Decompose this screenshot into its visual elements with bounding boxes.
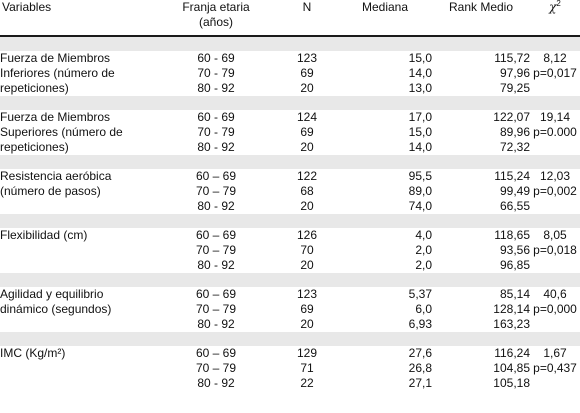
chi-square-value: 19,14	[530, 110, 580, 125]
header-median	[338, 0, 432, 36]
n-cell: 69	[276, 302, 338, 317]
header-n-label: N	[302, 0, 312, 14]
table-row	[0, 258, 580, 273]
n-cell: 124	[276, 110, 338, 125]
variable-label	[0, 199, 156, 214]
table-row	[0, 317, 580, 332]
chi-square-value: 40,6	[530, 287, 580, 302]
mean-rank-cell: 104,85	[432, 361, 530, 376]
median-cell: 4,0	[338, 228, 432, 243]
mean-rank-cell: 96,85	[432, 258, 530, 273]
table-row	[0, 110, 580, 125]
variable-label: Inferiores (número de	[0, 66, 156, 81]
chi-square-value: 12,03	[530, 169, 580, 184]
variable-label: (número de pasos)	[0, 184, 156, 199]
chi-square-exponent: 2	[556, 0, 561, 8]
age-band-cell: 60 - 69	[156, 110, 276, 125]
median-cell: 17,0	[338, 110, 432, 125]
median-cell: 15,0	[338, 51, 432, 66]
mean-rank-cell: 97,96	[432, 66, 530, 81]
mean-rank-cell: 116,24	[432, 346, 530, 361]
age-band-cell: 80 - 92	[156, 258, 276, 273]
table-row	[0, 184, 580, 199]
group-separator	[0, 214, 580, 228]
mean-rank-cell: 99,49	[432, 184, 530, 199]
table-body	[0, 36, 580, 391]
mean-rank-cell: 115,72	[432, 51, 530, 66]
chi-square-symbol: χ	[549, 0, 557, 14]
header-mean-rank-label: Rank Medio	[448, 0, 514, 14]
group-separator-cell	[0, 36, 580, 51]
group-separator	[0, 96, 580, 110]
age-band-cell: 80 - 92	[156, 376, 276, 391]
mean-rank-cell: 89,96	[432, 125, 530, 140]
header-variables-label: Variables	[2, 0, 52, 14]
chi-empty-cell	[530, 140, 580, 155]
median-cell: 27,1	[338, 376, 432, 391]
mean-rank-cell: 79,25	[432, 81, 530, 96]
table-row	[0, 81, 580, 96]
header-chi-square	[530, 0, 580, 36]
n-cell: 123	[276, 287, 338, 302]
age-band-cell: 80 - 92	[156, 140, 276, 155]
group-separator	[0, 155, 580, 169]
variable-label: Flexibilidad (cm)	[0, 228, 156, 243]
p-value: p=0,018	[530, 243, 580, 258]
median-cell: 89,0	[338, 184, 432, 199]
group-separator-cell	[0, 96, 580, 110]
mean-rank-cell: 66,55	[432, 199, 530, 214]
table-row	[0, 361, 580, 376]
table-row	[0, 125, 580, 140]
table-row	[0, 376, 580, 391]
chi-empty-cell	[530, 258, 580, 273]
group-separator	[0, 36, 580, 51]
median-cell: 13,0	[338, 81, 432, 96]
n-cell: 122	[276, 169, 338, 184]
age-band-cell: 60 - 69	[156, 51, 276, 66]
n-cell: 126	[276, 228, 338, 243]
table-row	[0, 302, 580, 317]
age-band-cell: 60 – 69	[156, 228, 276, 243]
mean-rank-cell: 122,07	[432, 110, 530, 125]
n-cell: 20	[276, 258, 338, 273]
age-band-cell: 60 – 69	[156, 287, 276, 302]
median-cell: 2,0	[338, 258, 432, 273]
chi-square-value: 1,67	[530, 346, 580, 361]
median-cell: 27,6	[338, 346, 432, 361]
variable-label: Fuerza de Miembros	[0, 51, 156, 66]
age-band-cell: 80 - 92	[156, 199, 276, 214]
chi-empty-cell	[530, 81, 580, 96]
p-value: p=0,002	[530, 184, 580, 199]
n-cell: 70	[276, 243, 338, 258]
variable-label: Agilidad y equilibrio	[0, 287, 156, 302]
variable-label: IMC (Kg/m²)	[0, 346, 156, 361]
variable-label	[0, 317, 156, 332]
variable-label: dinámico (segundos)	[0, 302, 156, 317]
table-row	[0, 199, 580, 214]
p-value: p=0,017	[530, 66, 580, 81]
table-row	[0, 228, 580, 243]
n-cell: 68	[276, 184, 338, 199]
n-cell: 129	[276, 346, 338, 361]
p-value: p=0.000	[530, 125, 580, 140]
n-cell: 22	[276, 376, 338, 391]
n-cell: 20	[276, 140, 338, 155]
table-row	[0, 51, 580, 66]
header-age-band-line1: Franja etaria	[182, 0, 250, 14]
table-row	[0, 140, 580, 155]
table-row	[0, 287, 580, 302]
n-cell: 20	[276, 81, 338, 96]
age-band-cell: 70 – 79	[156, 302, 276, 317]
median-cell: 74,0	[338, 199, 432, 214]
group-separator-cell	[0, 273, 580, 287]
age-band-cell: 70 – 79	[156, 361, 276, 376]
table-row	[0, 243, 580, 258]
table-row	[0, 66, 580, 81]
p-value: p=0,437	[530, 361, 580, 376]
variable-label	[0, 243, 156, 258]
variable-label	[0, 258, 156, 273]
p-value: p=0,000	[530, 302, 580, 317]
median-cell: 14,0	[338, 66, 432, 81]
median-cell: 95,5	[338, 169, 432, 184]
age-band-cell: 70 - 79	[156, 125, 276, 140]
group-separator-cell	[0, 214, 580, 228]
chi-square-value: 8,12	[530, 51, 580, 66]
age-band-cell: 70 - 79	[156, 66, 276, 81]
n-cell: 20	[276, 317, 338, 332]
mean-rank-cell: 163,23	[432, 317, 530, 332]
header-n	[276, 0, 338, 36]
age-band-cell: 70 – 79	[156, 243, 276, 258]
n-cell: 123	[276, 51, 338, 66]
mean-rank-cell: 115,24	[432, 169, 530, 184]
group-separator	[0, 332, 580, 346]
header-age-band-line2: (años)	[198, 15, 233, 29]
median-cell: 6,0	[338, 302, 432, 317]
table-row	[0, 169, 580, 184]
n-cell: 69	[276, 66, 338, 81]
variable-label	[0, 376, 156, 391]
mean-rank-cell: 105,18	[432, 376, 530, 391]
age-band-cell: 60 – 69	[156, 169, 276, 184]
median-cell: 5,37	[338, 287, 432, 302]
n-cell: 20	[276, 199, 338, 214]
chi-empty-cell	[530, 317, 580, 332]
median-cell: 15,0	[338, 125, 432, 140]
chi-empty-cell	[530, 376, 580, 391]
table-row	[0, 346, 580, 361]
table-header	[0, 0, 580, 36]
mean-rank-cell: 93,56	[432, 243, 530, 258]
mean-rank-cell: 72,32	[432, 140, 530, 155]
median-cell: 14,0	[338, 140, 432, 155]
variable-label: repeticiones)	[0, 81, 156, 96]
variable-label: repeticiones)	[0, 140, 156, 155]
variable-label: Fuerza de Miembros	[0, 110, 156, 125]
mean-rank-cell: 118,65	[432, 228, 530, 243]
age-band-cell: 80 - 92	[156, 81, 276, 96]
variable-label: Superiores (número de	[0, 125, 156, 140]
header-mean-rank	[432, 0, 530, 36]
group-separator	[0, 273, 580, 287]
mean-rank-cell: 128,14	[432, 302, 530, 317]
variable-label	[0, 361, 156, 376]
header-age-band	[156, 0, 276, 36]
header-variables	[0, 0, 156, 36]
chi-empty-cell	[530, 199, 580, 214]
chi-square-value: 8,05	[530, 228, 580, 243]
variable-label: Resistencia aeróbica	[0, 169, 156, 184]
median-cell: 2,0	[338, 243, 432, 258]
age-band-cell: 70 – 79	[156, 184, 276, 199]
age-band-cell: 80 - 92	[156, 317, 276, 332]
age-band-cell: 60 – 69	[156, 346, 276, 361]
group-separator-cell	[0, 155, 580, 169]
group-separator-cell	[0, 332, 580, 346]
n-cell: 69	[276, 125, 338, 140]
n-cell: 71	[276, 361, 338, 376]
median-cell: 26,8	[338, 361, 432, 376]
median-cell: 6,93	[338, 317, 432, 332]
mean-rank-cell: 85,14	[432, 287, 530, 302]
header-median-label: Mediana	[361, 0, 409, 14]
